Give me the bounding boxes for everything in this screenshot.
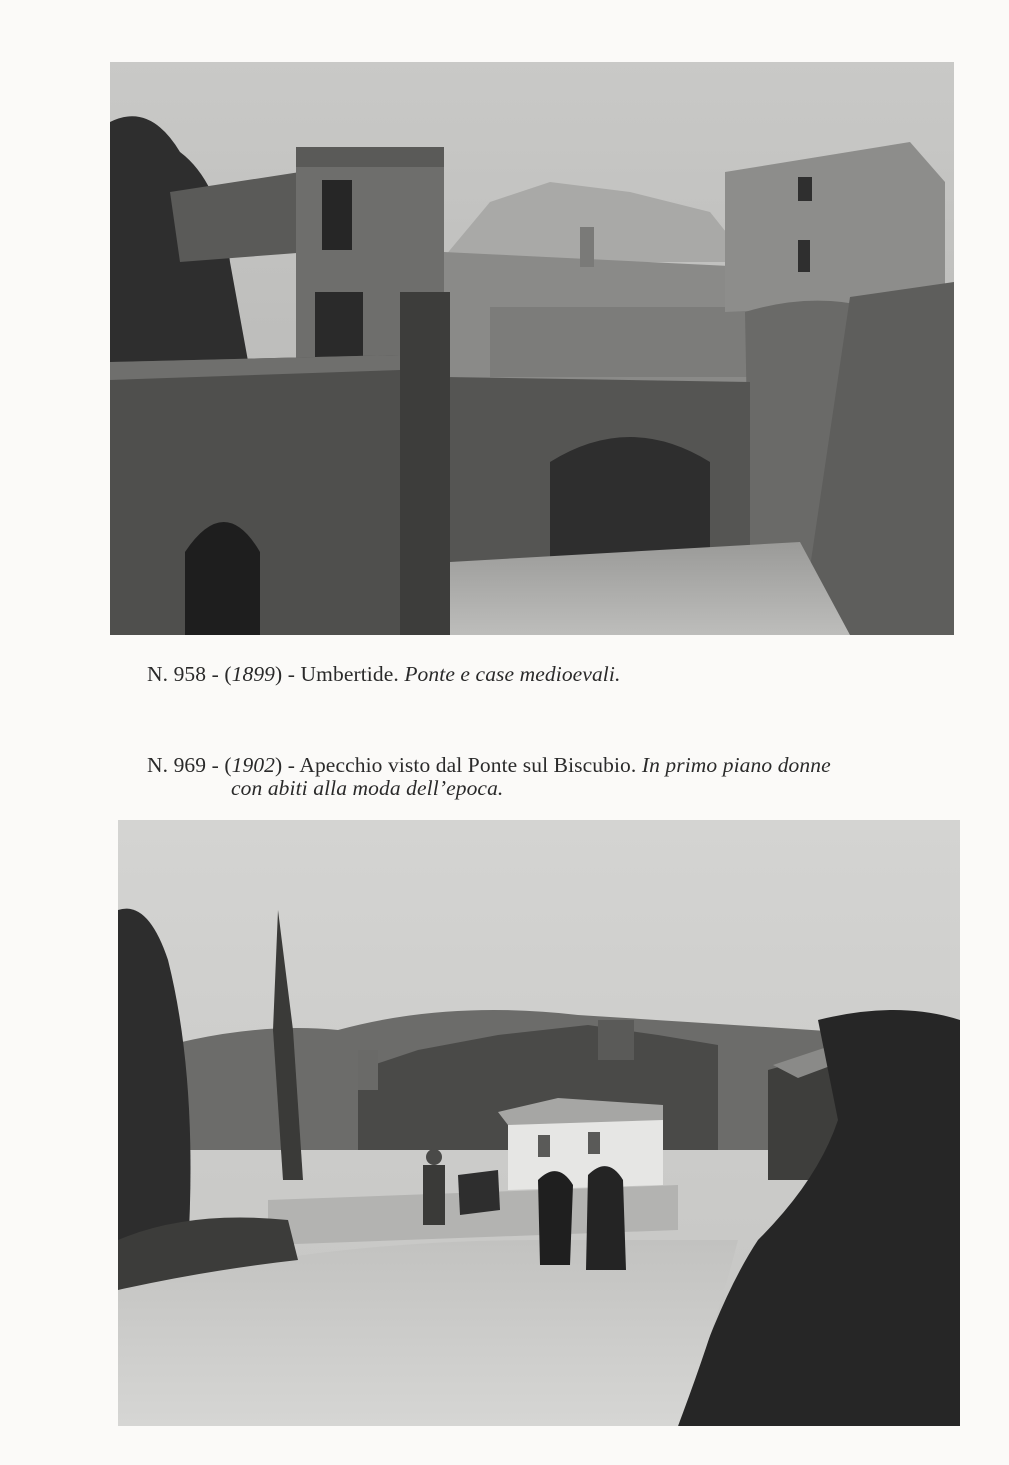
caption-year: 1899 (231, 662, 276, 686)
caption-separator: ) - (275, 753, 300, 777)
caption-n969 (147, 754, 831, 800)
caption-separator: - ( (206, 662, 232, 686)
caption-n958 (147, 663, 620, 686)
photo-umbertide-bridge (110, 62, 954, 635)
caption-separator: - ( (206, 753, 232, 777)
caption-description: Ponte e case medioevali. (404, 662, 621, 686)
caption-description-line2: con abiti alla moda dell’epoca. (231, 776, 504, 800)
caption-number: N. 969 (147, 753, 207, 777)
caption-year: 1902 (231, 753, 276, 777)
caption-description: In primo piano donne (641, 753, 831, 777)
caption-place: Apecchio visto dal Ponte sul Biscubio. (299, 753, 642, 777)
photo-apecchio-image (118, 820, 960, 1426)
caption-place: Umbertide. (300, 662, 405, 686)
caption-number: N. 958 (147, 662, 207, 686)
photo-apecchio-village (118, 820, 960, 1426)
photo-umbertide-image (110, 62, 954, 635)
caption-separator: ) - (275, 662, 301, 686)
